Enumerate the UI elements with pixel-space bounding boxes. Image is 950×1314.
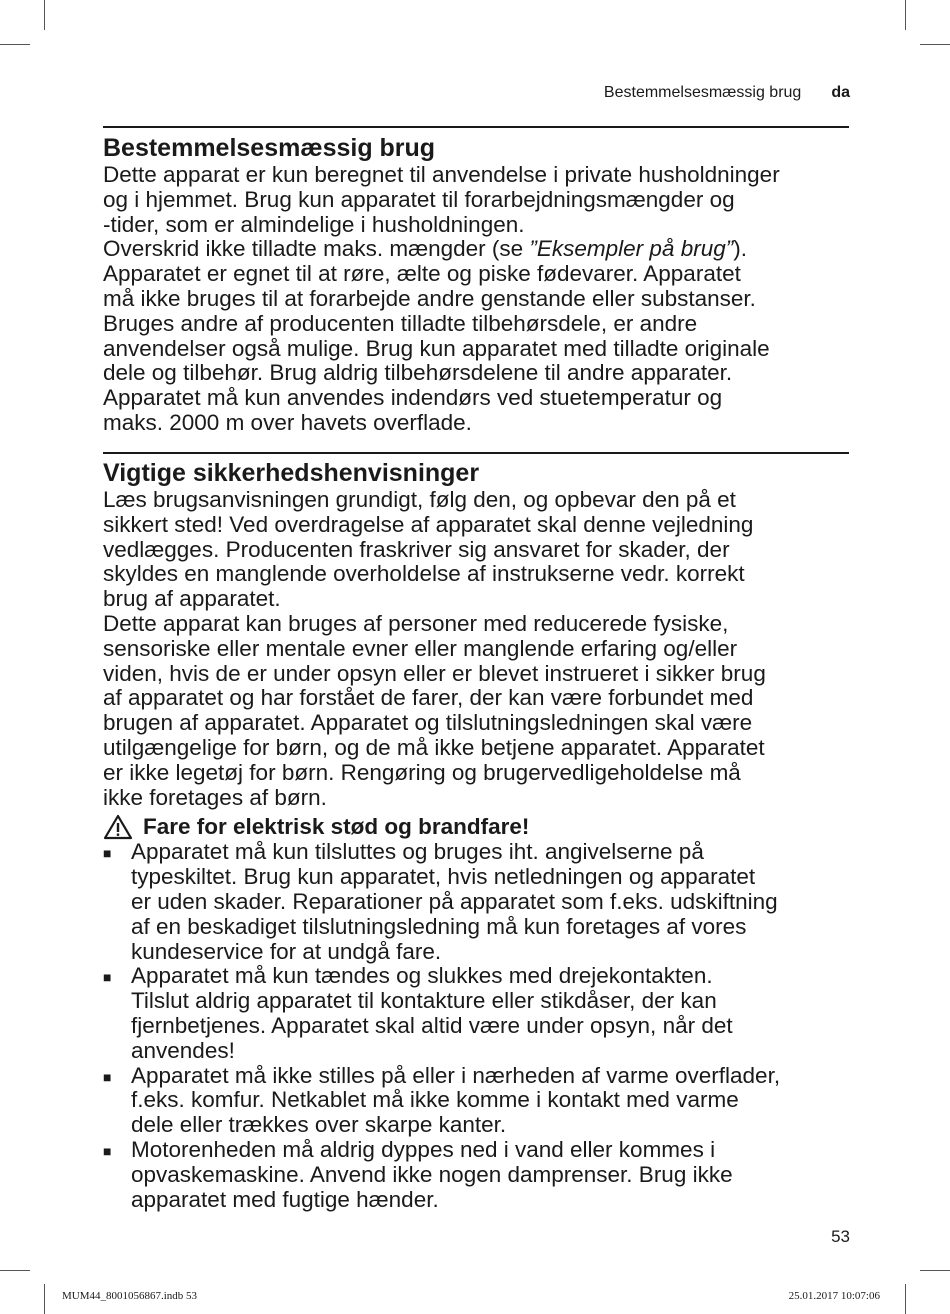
paragraph: Dette apparat er kun beregnet til anvendelse i private husholdninger og i hjemmet. Brug kun apparatet til forarbejdningsmængder og -tider, som er almindelige i husholdningen. [103, 162, 780, 237]
section-rule [103, 452, 849, 454]
print-slug-file: MUM44_8001056867.indb 53 [62, 1290, 198, 1302]
list-item: ■ Motorenheden må aldrig dyppes ned i vand eller kommes i opvaskemaskine. Anvend ikke nogen damprenser. Brug ikke apparatet med fugtige hænder. [103, 1136, 733, 1212]
crop-mark [44, 0, 45, 30]
section-title: Bestemmelsesmæssig brug [103, 134, 436, 162]
bullet: ■ [103, 845, 112, 862]
section-safety [103, 458, 853, 1212]
running-header [604, 84, 850, 102]
paragraph: Læs brugsanvisningen grundigt, følg den, og opbevar den på et sikkert sted! Ved overdragelse af apparatet skal denne vejledning vedlægges. Producenten fraskriver sig ansvaret for skader, der skyldes en manglende overholdelse af instrukserne vedr. korrekt brug af apparatet. [103, 487, 754, 612]
bullet: ■ [103, 1142, 112, 1159]
section-rule [103, 126, 849, 128]
section-title: Vigtige sikkerhedshenvisninger [103, 459, 480, 487]
crop-mark [44, 1284, 45, 1314]
crop-mark [905, 0, 906, 30]
language-code: da [831, 84, 850, 101]
paragraph: Dette apparat kan bruges af personer med reducerede fysiske, sensoriske eller mentale evner eller manglende erfaring og/eller viden, hvis de er under opsyn eller er blevet instrueret i sikker brug af apparatet og har forstået de farer, der kan være forbundet med brugen af apparatet. Apparatet og tilslutningsledningen skal være utilgængelige for børn, og de må ikke betjene apparatet. Apparatet er ikke legetøj for børn. Rengøring og brugervedligeholdelse må ikke foretages af børn. [103, 610, 766, 810]
warning-heading [103, 814, 853, 840]
warning-list [103, 840, 853, 1212]
page-number: 53 [831, 1227, 850, 1246]
crop-mark [0, 1270, 30, 1271]
list-item: ■ Apparatet må kun tændes og slukkes med drejekontakten. Tilslut aldrig apparatet til kontakture eller stikdåser, der kan fjernbetjenes. Apparatet skal altid være under opsyn, når det anvendes! [103, 963, 733, 1063]
section-intended-use [103, 133, 853, 436]
running-header-title: Bestemmelsesmæssig brug [603, 84, 802, 101]
paragraph: Apparatet er egnet til at røre, ælte og piske fødevarer. Apparatet må ikke bruges til at forarbejde andre genstande eller substanser. Bruges andre af producenten tilladte tilbehørsdele, er andre anvendelser også mulige. Brug kun apparatet med tilladte originale dele og tilbehør. Brug aldrig tilbehørsdelene til andre apparater. Apparatet må kun anvendes indendørs ved stuetemperatur og maks. 2000 m over havets overflade. [103, 261, 770, 435]
bullet: ■ [103, 1068, 112, 1085]
print-slug-date: 25.01.2017 10:07:06 [788, 1290, 880, 1302]
crop-mark [920, 44, 950, 45]
bullet: ■ [103, 969, 112, 986]
paragraph: Overskrid ikke tilladte maks. mængder (se ”Eksempler på brug”). [103, 236, 747, 262]
warning-triangle-icon [103, 814, 133, 840]
cross-reference: ”Eksempler på brug” [529, 236, 734, 262]
list-item: ■ Apparatet må kun tilsluttes og bruges iht. angivelserne på typeskiltet. Brug kun apparatet, hvis netledningen og apparatet er uden skader. Reparationer på apparatet som f.eks. udskiftning af en beskadiget tilslutningsledning må kun foretages af vores kundeservice for at undgå fare. [103, 839, 778, 964]
warning-title: Fare for elektrisk stød og brandfare! [143, 814, 530, 840]
crop-mark [905, 1284, 906, 1314]
crop-mark [0, 44, 30, 45]
list-item: ■ Apparatet må ikke stilles på eller i nærheden af varme overflader, f.eks. komfur. Netkablet må ikke komme i kontakt med varme dele eller trækkes over skarpe kanter. [103, 1062, 781, 1138]
crop-mark [920, 1270, 950, 1271]
